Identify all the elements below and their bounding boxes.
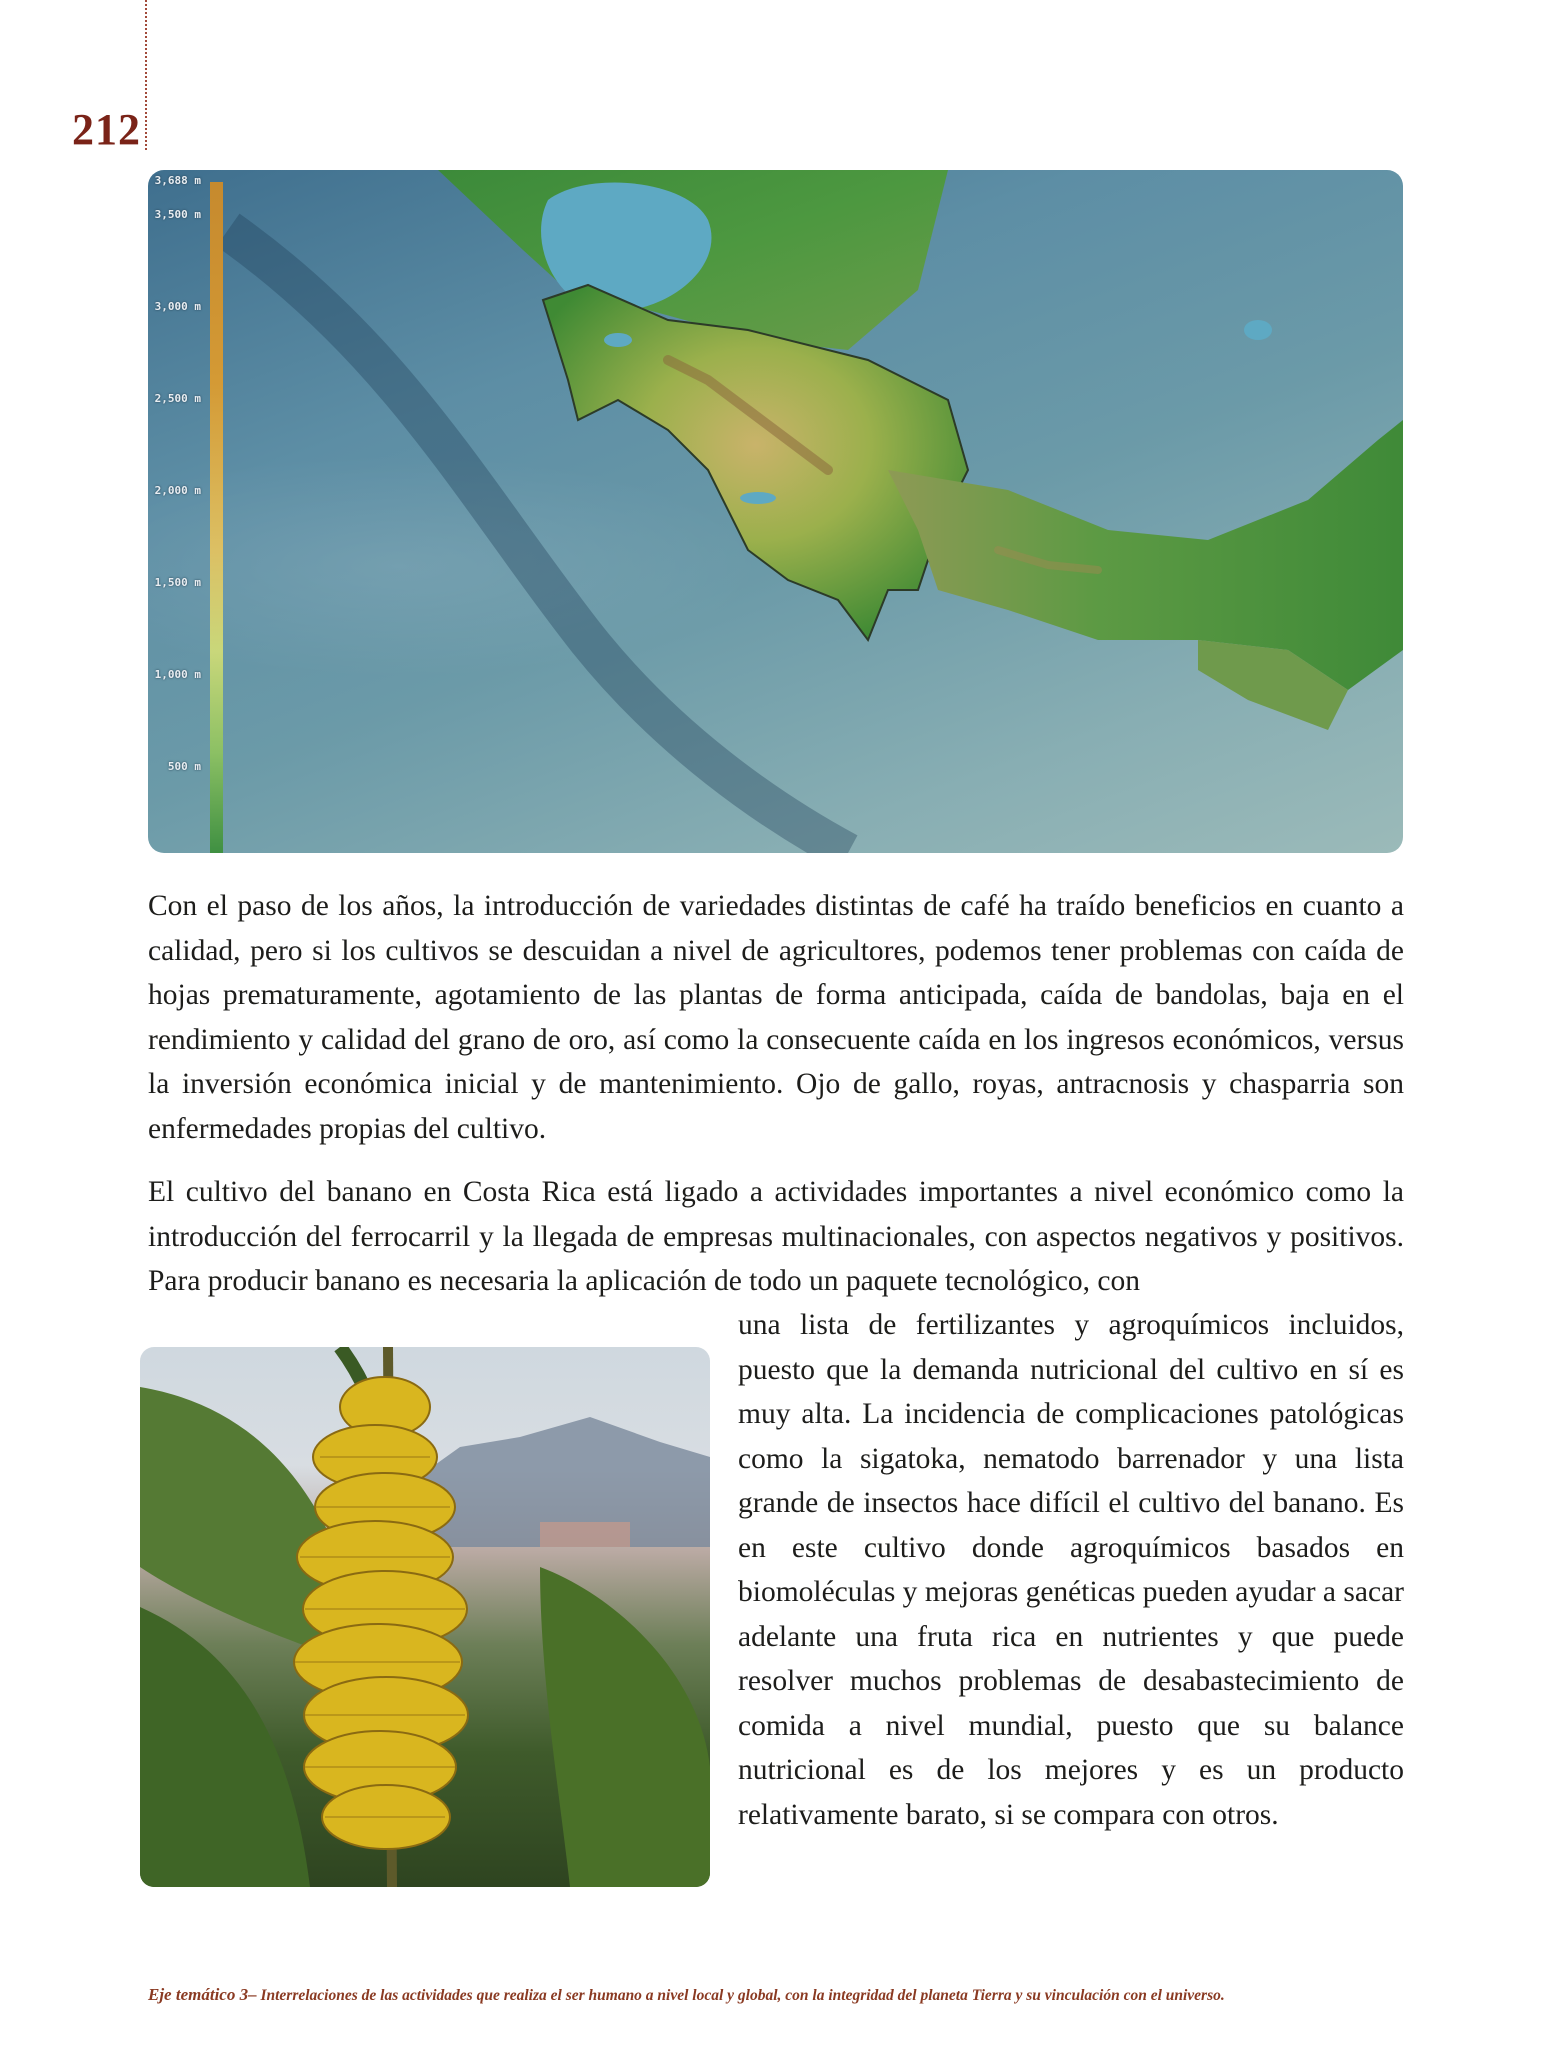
footer-text: Interrelaciones de las actividades que realiza el ser humano a nivel local y global, con la integridad del planeta Tierra y su vinculación con el universo. [260, 1987, 1225, 2004]
footer [148, 1985, 1404, 2005]
banana-photo [140, 1347, 710, 1887]
legend-label-3000: 3,000 m [154, 300, 201, 313]
legend-label-3688: 3,688 m [154, 174, 201, 187]
banana-illustration [140, 1347, 710, 1887]
legend-label-2000: 2,000 m [154, 484, 201, 497]
legend-label-500: 500 m [167, 760, 201, 773]
legend-label-1500: 1,500 m [154, 576, 201, 589]
paragraph-coffee: Con el paso de los años, la introducción de variedades distintas de café ha traído beneficios en cuanto a calidad, pero si los cultivos se descuidan a nivel de agricultores, podemos tener problemas con caída de hojas prematuramente, agotamiento de las plantas de forma anticipada, caída de bandolas, baja en el rendimiento y calidad del grano de oro, así como la consecuente caída en los ingresos económicos, versus la inversión económica inicial y de mantenimiento. Ojo de gallo, royas, antracnosis y chasparria son enfermedades propias del cultivo. [148, 890, 1404, 1145]
paragraph-banana-intro: El cultivo del banano en Costa Rica está ligado a actividades importantes a nivel económico como la introducción del ferrocarril y la llegada de empresas multinacionales, con aspectos negativos y positivos. Para producir banano es necesaria la aplicación de todo un paquete tecnológico, con [148, 1176, 1404, 1297]
elevation-scale-bar [210, 182, 223, 853]
legend-label-3500: 3,500 m [154, 208, 201, 221]
legend-label-2500: 2,500 m [154, 392, 201, 405]
page-number: 212 [72, 105, 141, 154]
legend-label-1000: 1,000 m [154, 668, 201, 681]
paragraph-banana-column: una lista de fertilizantes y agroquímicos incluidos, puesto que la demanda nutricional del cultivo en sí es muy alta. La incidencia de complicaciones patológicas como la sigatoka, nematodo barrenador y una lista grande de insectos hace difícil el cultivo del banano. Es en este cultivo donde agroquímicos basados en biomoléculas y mejoras genéticas pueden ayudar a sacar adelante una fruta rica en nutrientes y que puede resolver muchos problemas de desabastecimiento de comida a nivel mundial, puesto que su balance nutricional es de los mejores y es un producto relativamente barato, si se compara con otros. [738, 1309, 1404, 1831]
map-terrain [148, 170, 1403, 853]
relief-map [148, 170, 1403, 853]
footer-label: Eje temático 3– [148, 1985, 257, 2004]
margin-rule [145, 0, 147, 150]
